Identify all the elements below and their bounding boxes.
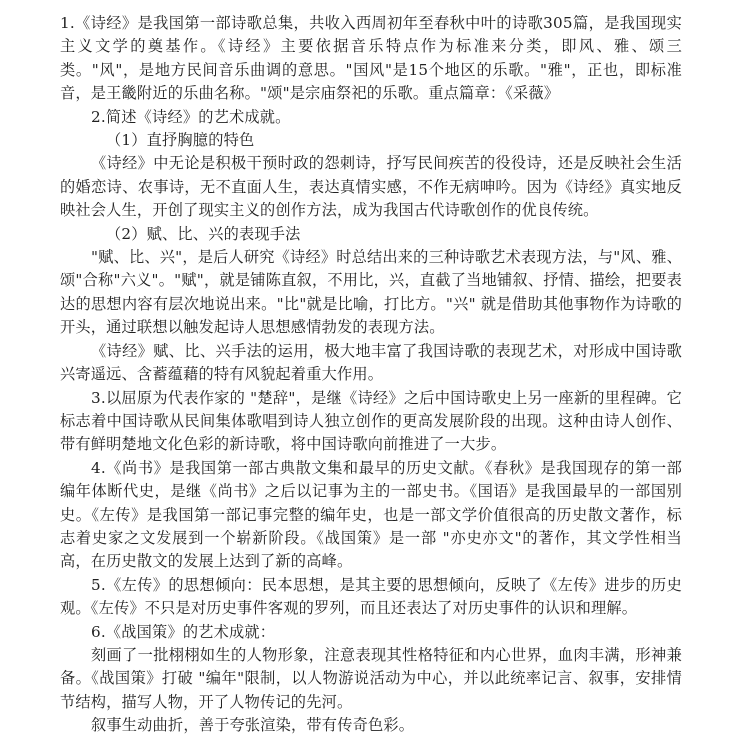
paragraph-11: 6.《战国策》的艺术成就： [91,622,276,641]
paragraph-10: 5.《左传》的思想倾向：民本思想，是其主要的思想倾向，反映了《左传》进步的历史观。《左传》不只是对历史事件客观的罗列，而且还表达了对历史事件的认识和理解。 [60,575,682,618]
paragraph-13: 叙事生动曲折，善于夸张渲染，带有传奇色彩。 [91,716,415,735]
paragraph-8: 3.以屈原为代表作家的 "楚辞"，是继《诗经》之后中国诗歌史上另一座新的里程碑。它标志着中国诗歌从民间集体歌唱到诗人独立创作的更高发展阶段的出现。这种由诗人创作、带有鲜明楚地文化色彩的新诗歌，将中国诗歌向前推进了一大步。 [60,388,682,454]
subheading-2: （2）赋、比、兴的表现手法 [106,224,301,243]
paragraph-2: 2.简述《诗经》的艺术成就。 [91,107,291,126]
paragraph-6: "赋、比、兴"，是后人研究《诗经》时总结出来的三种诗歌艺术表现方法，与"风、雅、颂"合称"六义"。"赋"，就是铺陈直叙，不用比，兴，直截了当地铺叙、抒情、描绘，把要表达的思想内容有层次地说出来。"比"就是比喻，打比方。"兴" 就是借助其他事物作为诗歌的开头，通过联想以触发起诗人思想感情勃发的表现方法。 [60,248,682,337]
paragraph-7: 《诗经》赋、比、兴手法的运用，极大地丰富了我国诗歌的表现艺术，对形成中国诗歌兴寄遥远、含蓄蕴藉的特有风貌起着重大作用。 [60,341,682,384]
paragraph-12: 刻画了一批栩栩如生的人物形象，注意表现其性格特征和内心世界，血肉丰满，形神兼备。《战国策》打破 "编年"限制，以人物游说活动为中心，并以此统率记言、叙事，安排情节结构，描写人物，开了人物传记的先河。 [60,645,682,711]
paragraph-9: 4.《尚书》是我国第一部古典散文集和最早的历史文献。《春秋》是我国现存的第一部编年体断代史，是继《尚书》之后以记事为主的一部史书。《国语》是我国最早的一部国别史。《左传》是我国第一部记事完整的编年史，也是一部文学价值很高的历史散文著作，标志着史家之文发展到一个崭新阶段。《战国策》是一部 "亦史亦文"的著作，其文学性相当高，在历史散文的发展上达到了新的高峰。 [60,458,682,571]
paragraph-1: 1.《诗经》是我国第一部诗歌总集，共收入西周初年至春秋中叶的诗歌305篇，是我国现实主义文学的奠基作。《诗经》主要依据音乐特点作为标准来分类，即风、雅、颂三类。"风"，是地方民间音乐曲调的意思。"国风"是15个地区的乐歌。"雅"，正也，即标准音，是王畿附近的乐曲名称。"颂"是宗庙祭祀的乐歌。重点篇章：《采薇》 [60,14,682,103]
paragraph-4: 《诗经》中无论是积极干预时政的怨刺诗，抒写民间疾苦的役役诗，还是反映社会生活的婚恋诗、农事诗，无不直面人生，表达真情实感，不作无病呻吟。因为《诗经》真实地反映社会人生，开创了现实主义的创作方法，成为我国古代诗歌创作的优良传统。 [60,154,682,220]
subheading-1: （1）直抒胸臆的特色 [106,131,255,150]
